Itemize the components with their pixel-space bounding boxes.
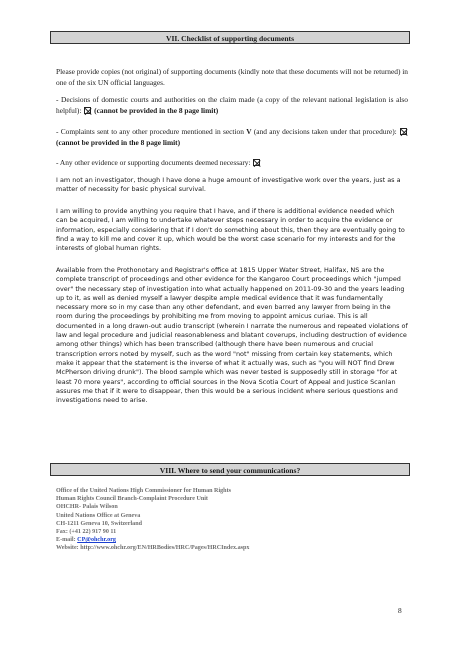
checklist-item-note: (cannot be provided in the 8 page limit)	[94, 105, 219, 115]
checked-box-icon[interactable]	[253, 159, 260, 166]
checklist-item-text: - Any other evidence or supporting documents deemed necessary:	[56, 158, 251, 167]
address-line: Fax: (+41 22) 917 90 11	[56, 529, 117, 536]
un-address-block	[56, 487, 416, 553]
email-line	[56, 536, 416, 544]
address-line: CH-1211 Geneva 10, Switzerland	[56, 520, 142, 527]
checklist-item-other-evidence	[56, 158, 408, 169]
checklist-item-note: (cannot be provided in the 8 page limit)	[56, 137, 181, 147]
statement-paragraph-2: I am willing to provide anything you require that I have, and if there is additional evidence needed which can be acquired, I am willing to undertake whatever steps necessary in order to acquire the evidence or information, especially considering that if I don't do something about this, then they are eventually going to find a way to kill me and cover it up, which would be the worst case scenario for my interests and for the interests of global human rights.	[56, 207, 405, 253]
checked-box-icon[interactable]	[400, 128, 407, 135]
checklist-item-domestic-decisions	[56, 95, 408, 116]
email-label: E-mail:	[56, 537, 76, 544]
address-line: United Nations Office at Geneva	[56, 512, 141, 519]
section-7-header: VII. Checklist of supporting documents	[50, 31, 410, 44]
address-line: OHCHR- Palais Wilson	[56, 504, 118, 511]
checklist-item-text: - Complaints sent to any other procedure mentioned in section	[56, 127, 244, 136]
checklist-item-text: - Decisions of domestic courts and authorities on the claim made (a copy of the relevant national legislation is also helpful):	[56, 95, 408, 115]
checklist-item-text: (and any decisions taken under that procedure):	[253, 127, 397, 136]
checked-box-icon[interactable]	[84, 107, 91, 114]
address-line: Human Rights Council Branch-Complaint Procedure Unit	[56, 496, 208, 503]
email-link[interactable]: CP@ohchr.org	[77, 537, 116, 544]
statement-paragraph-1: I am not an investigator, though I have done a huge amount of investigative work over the years, just as a matter of necessity for basic physical survival.	[56, 176, 401, 194]
address-line: Office of the United Nations High Commissioner for Human Rights	[56, 488, 231, 494]
statement-paragraph-3: Available from the Prothonotary and Registrar's office at 1815 Upper Water Street, Halifax, NS are the complete transcript of proceedings and other evidence for the Kangaroo Court proceedings which "jumped over" the necessary step of investigation into what actually happened on 2011-09-30 and the years leading up to it, as well as denied myself a lawyer despite ample medical evidence that it was fundamentally necessary more so in my case than any other defendant, and even barred any lawyer from being in the room during the proceedings by prohibiting me from moving to appoint amicus curiae. This is all documented in a long drawn-out audio transcript (wherein I narrate the numerous and repeated violations of law and legal procedure and judicial reasonableness and blatant coverups, including destruction of evidence among other things) which has been transcribed (although there have been numerous and crucial transcription errors noted by myself, such as the word "not" missing from certain key statements, which make it appear that the statement is the inverse of what it actually was, such as "you will NOT find Drew McPherson driving drunk"). The blood sample which was never tested is supposedly still in storage "for at least 70 more years", according to official sources in the Nova Scotia Court of Appeal and Justice Scanlan assures me that if it were to disappear, then this would be a serious incident where serious questions and investigations need to arise.	[56, 266, 408, 405]
section-reference: V	[246, 127, 252, 136]
checklist-item-other-procedures	[56, 127, 408, 148]
checklist-intro: Please provide copies (not original) of supporting documents (kindly note that these documents will not be returned) in one of the six UN official languages.	[56, 67, 409, 87]
website-line[interactable]: Website: http://www.ohchr.org/EN/HRBodies/HRC/Pages/HRCIndex.aspx	[56, 545, 250, 552]
section-8-header: VIII. Where to send your communications?	[50, 463, 410, 476]
page-number: 8	[398, 606, 402, 615]
